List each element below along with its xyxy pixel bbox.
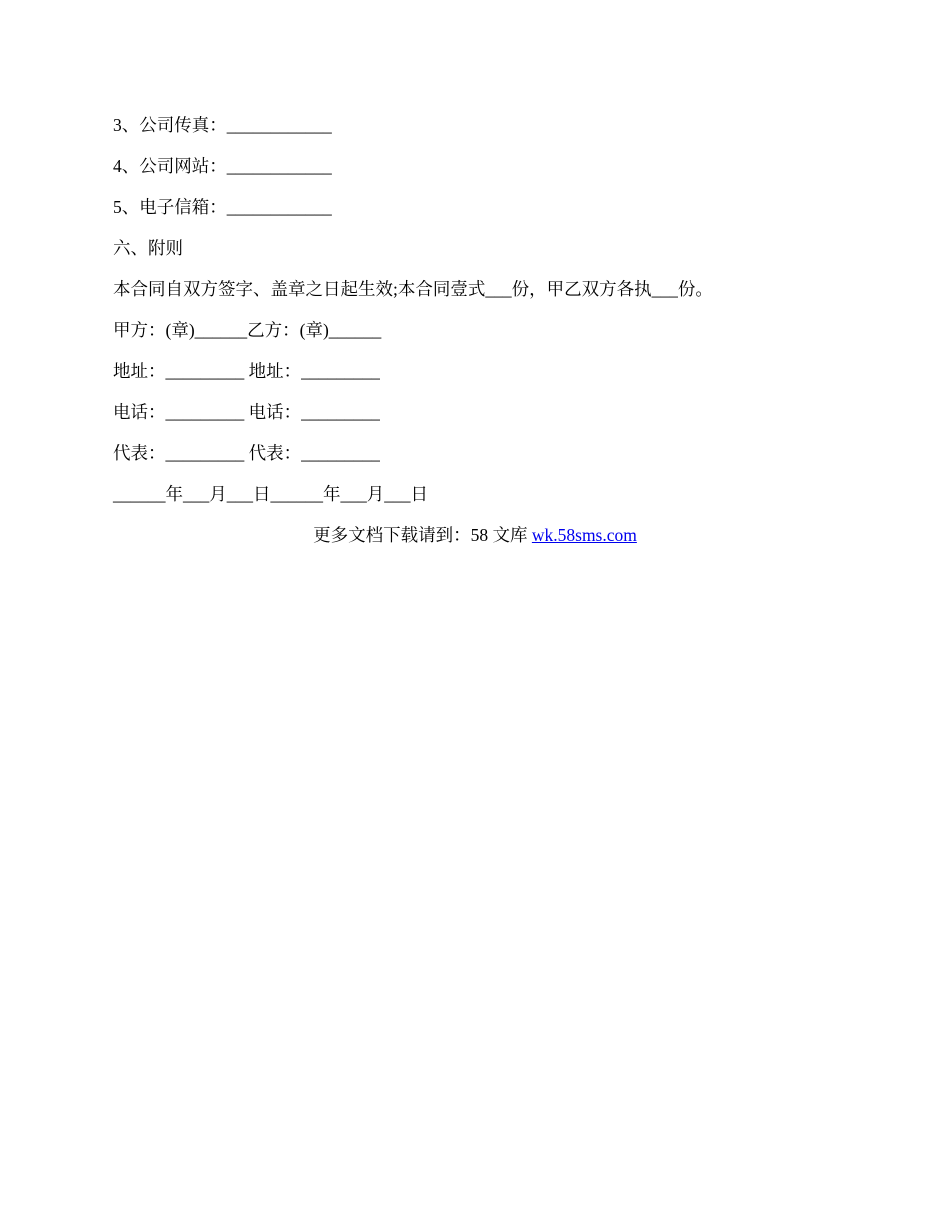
representative-line: 代表：_________ 代表：_________ [113,443,380,463]
address-line: 地址：_________ 地址：_________ [113,361,380,381]
footer-link[interactable]: wk.58sms.com [531,525,637,545]
fax-line: 3、公司传真：____________ [113,115,332,135]
download-footer [0,523,950,547]
website-line: 4、公司网站：____________ [113,156,332,176]
footer-text: 更多文档下载请到：58 文库 [313,525,532,545]
effective-clause: 本合同自双方签字、盖章之日起生效;本合同壹式___份，甲乙双方各执___份。 [113,279,713,299]
phone-line: 电话：_________ 电话：_________ [113,402,380,422]
date-line: ______年___月___日______年___月___日 [113,484,428,504]
party-seal-line: 甲方：(章)______乙方：(章)______ [113,320,382,340]
document-body [113,113,837,523]
email-line: 5、电子信箱：____________ [113,197,332,217]
section-heading-appendix: 六、附则 [113,238,183,258]
